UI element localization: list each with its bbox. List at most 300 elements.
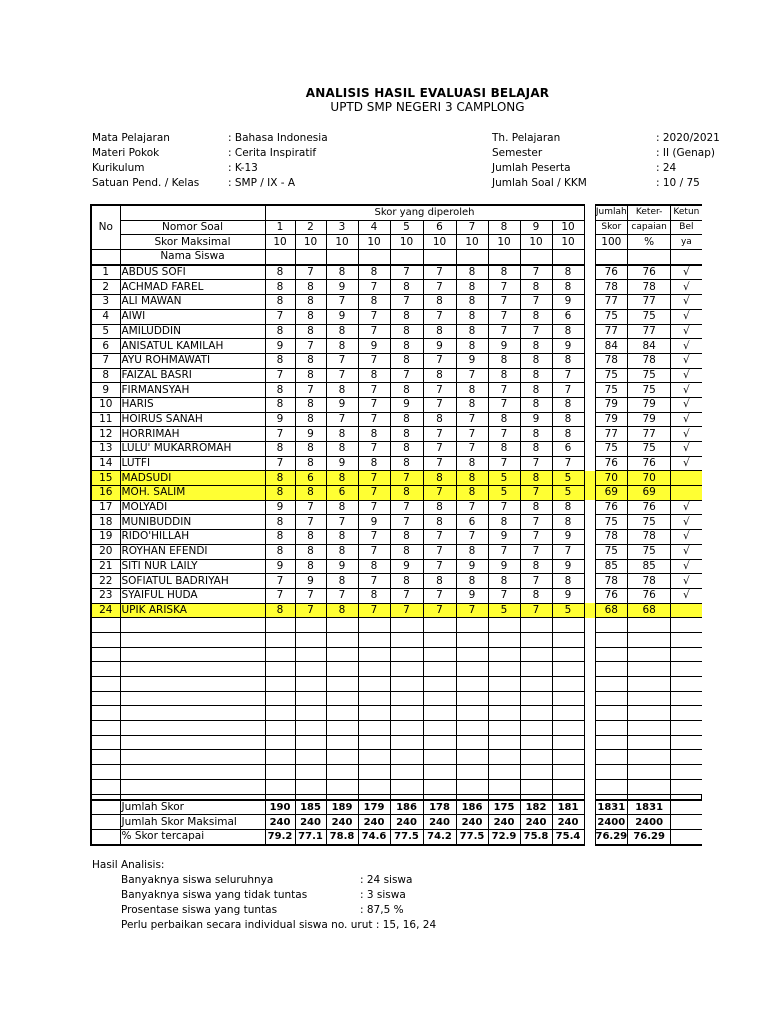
summary-value: 240 — [358, 815, 390, 830]
table-row — [91, 603, 702, 618]
summary-percent: 76.29 — [628, 829, 671, 844]
gap-cell — [584, 280, 595, 295]
student-score: 8 — [423, 412, 456, 427]
gap-cell — [584, 647, 595, 662]
soal-number: 5 — [390, 220, 423, 235]
student-score: 8 — [456, 339, 488, 354]
student-percent: 69 — [628, 486, 671, 501]
table-row — [91, 559, 702, 574]
empty-cell — [628, 706, 671, 721]
student-score: 7 — [423, 427, 456, 442]
student-score: 8 — [265, 544, 295, 559]
student-score: 8 — [265, 265, 295, 280]
student-tuntas — [671, 603, 702, 618]
student-score: 6 — [456, 515, 488, 530]
student-score: 7 — [520, 295, 552, 310]
student-score: 9 — [358, 339, 390, 354]
student-total: 75 — [595, 544, 628, 559]
empty-cell — [595, 647, 628, 662]
empty-cell — [520, 765, 552, 780]
student-total: 84 — [595, 339, 628, 354]
summary-row — [91, 815, 702, 830]
student-score: 7 — [326, 515, 358, 530]
empty-cell — [120, 691, 265, 706]
student-score: 7 — [390, 265, 423, 280]
empty-cell — [671, 735, 702, 750]
empty-cell — [295, 706, 326, 721]
no-blank — [91, 250, 120, 265]
empty-cell — [671, 779, 702, 794]
info-value: : Bahasa Indonesia — [228, 132, 328, 144]
summary-no — [91, 815, 120, 830]
student-score: 8 — [358, 559, 390, 574]
student-score: 8 — [520, 339, 552, 354]
info-value: : II (Genap) — [656, 147, 715, 159]
empty-cell — [358, 721, 390, 736]
student-name: RIDO'HILLAH — [120, 530, 265, 545]
skor-maksimal-value: 10 — [265, 235, 295, 250]
empty-cell — [91, 779, 120, 794]
student-score: 8 — [390, 544, 423, 559]
empty-cell — [91, 750, 120, 765]
empty-cell — [265, 618, 295, 633]
student-score: 8 — [456, 574, 488, 589]
student-percent: 76 — [628, 456, 671, 471]
empty-cell — [265, 779, 295, 794]
student-score: 9 — [390, 559, 423, 574]
analysis-label: Banyaknya siswa yang tidak tuntas — [121, 889, 308, 901]
student-score: 9 — [552, 588, 584, 603]
student-total: 69 — [595, 486, 628, 501]
nomor-soal-label: Nomor Soal — [120, 220, 265, 235]
student-score: 7 — [552, 544, 584, 559]
student-score: 8 — [390, 442, 423, 457]
student-score: 5 — [488, 603, 520, 618]
student-no: 22 — [91, 574, 120, 589]
student-score: 8 — [456, 397, 488, 412]
student-score: 8 — [390, 486, 423, 501]
gap-cell — [584, 765, 595, 780]
empty-cell — [552, 706, 584, 721]
empty-cell — [552, 735, 584, 750]
student-score: 8 — [552, 397, 584, 412]
student-score: 8 — [390, 427, 423, 442]
student-tuntas: √ — [671, 588, 702, 603]
gap-cell — [584, 706, 595, 721]
student-total: 68 — [595, 603, 628, 618]
table-row — [91, 324, 702, 339]
student-percent: 77 — [628, 295, 671, 310]
student-score: 7 — [423, 530, 456, 545]
empty-cell — [595, 721, 628, 736]
empty-cell — [390, 677, 423, 692]
student-score: 8 — [326, 324, 358, 339]
info-label: Jumlah Soal / KKM — [492, 177, 587, 189]
empty-cell — [552, 765, 584, 780]
student-score: 8 — [390, 353, 423, 368]
jumlah-skor-header-2: Skor — [595, 220, 628, 235]
student-score: 8 — [423, 295, 456, 310]
student-name: LUTFI — [120, 456, 265, 471]
student-score: 8 — [326, 500, 358, 515]
student-score: 7 — [423, 603, 456, 618]
empty-cell — [628, 677, 671, 692]
student-score: 8 — [488, 353, 520, 368]
info-value: : 24 — [656, 162, 677, 174]
student-score: 7 — [520, 486, 552, 501]
student-tuntas: √ — [671, 339, 702, 354]
student-percent: 76 — [628, 500, 671, 515]
student-name: MADSUDI — [120, 471, 265, 486]
student-score: 7 — [488, 383, 520, 398]
empty-cell — [456, 677, 488, 692]
empty-cell — [423, 721, 456, 736]
summary-tuntas — [671, 829, 702, 844]
student-score: 7 — [358, 412, 390, 427]
empty-cell — [456, 765, 488, 780]
table-row — [91, 500, 702, 515]
empty-cell — [91, 691, 120, 706]
student-score: 8 — [456, 265, 488, 280]
student-no: 7 — [91, 353, 120, 368]
summary-tuntas — [671, 800, 702, 815]
student-name: HARIS — [120, 397, 265, 412]
student-score: 8 — [295, 544, 326, 559]
empty-cell — [120, 662, 265, 677]
empty-cell — [456, 662, 488, 677]
table-row — [91, 353, 702, 368]
table-row — [91, 779, 702, 794]
student-name: LULU' MUKARROMAH — [120, 442, 265, 457]
student-score: 7 — [358, 397, 390, 412]
student-score: 8 — [456, 280, 488, 295]
student-no: 18 — [91, 515, 120, 530]
student-tuntas: √ — [671, 515, 702, 530]
student-total: 78 — [595, 280, 628, 295]
summary-value: 240 — [520, 815, 552, 830]
header-blank — [120, 205, 265, 220]
student-score: 8 — [488, 515, 520, 530]
empty-cell — [552, 691, 584, 706]
empty-cell — [91, 721, 120, 736]
student-no: 6 — [91, 339, 120, 354]
summary-value: 186 — [390, 800, 423, 815]
table-row — [91, 721, 702, 736]
student-score: 8 — [265, 486, 295, 501]
student-score: 8 — [456, 486, 488, 501]
student-score: 7 — [520, 456, 552, 471]
empty-cell — [390, 721, 423, 736]
soal-number: 3 — [326, 220, 358, 235]
student-total: 78 — [595, 530, 628, 545]
student-score: 8 — [265, 295, 295, 310]
student-score: 8 — [326, 471, 358, 486]
empty-cell — [628, 618, 671, 633]
summary-value: 240 — [390, 815, 423, 830]
student-score: 7 — [295, 515, 326, 530]
student-score: 8 — [488, 412, 520, 427]
table-row — [91, 618, 702, 633]
empty-cell — [423, 632, 456, 647]
student-no: 1 — [91, 265, 120, 280]
student-score: 5 — [552, 486, 584, 501]
student-score: 9 — [552, 559, 584, 574]
table-row — [91, 574, 702, 589]
empty-cell — [671, 750, 702, 765]
summary-row — [91, 800, 702, 815]
student-tuntas — [671, 471, 702, 486]
student-no: 8 — [91, 368, 120, 383]
student-total: 76 — [595, 265, 628, 280]
student-score: 7 — [488, 544, 520, 559]
student-score: 8 — [326, 339, 358, 354]
empty-cell — [423, 677, 456, 692]
summary-value: 240 — [265, 815, 295, 830]
student-score: 8 — [326, 265, 358, 280]
student-tuntas: √ — [671, 265, 702, 280]
summary-value: 74.6 — [358, 829, 390, 844]
student-score: 9 — [456, 588, 488, 603]
empty-cell — [120, 632, 265, 647]
table-row — [91, 397, 702, 412]
ketuntasan-ya: ya — [671, 235, 702, 250]
student-score: 7 — [456, 530, 488, 545]
student-score: 9 — [552, 530, 584, 545]
header-empty — [552, 250, 584, 265]
info-right-labels — [492, 131, 587, 191]
student-score: 8 — [390, 324, 423, 339]
student-percent: 78 — [628, 574, 671, 589]
analysis-value: : 3 siswa — [360, 889, 406, 901]
student-score: 7 — [488, 588, 520, 603]
gap-cell — [584, 544, 595, 559]
student-score: 7 — [358, 309, 390, 324]
table-row — [91, 662, 702, 677]
student-name: SOFIATUL BADRIYAH — [120, 574, 265, 589]
student-score: 7 — [295, 339, 326, 354]
analysis-value: : 87,5 % — [360, 904, 404, 916]
student-score: 8 — [520, 559, 552, 574]
student-score: 9 — [326, 280, 358, 295]
student-score: 8 — [358, 295, 390, 310]
empty-cell — [326, 632, 358, 647]
empty-cell — [488, 750, 520, 765]
soal-number: 8 — [488, 220, 520, 235]
empty-cell — [358, 779, 390, 794]
table-row — [91, 750, 702, 765]
empty-cell — [295, 632, 326, 647]
header-empty — [265, 250, 295, 265]
ketercapaian-header: Keter- — [628, 205, 671, 220]
info-value: : 10 / 75 — [656, 177, 700, 189]
student-score: 8 — [358, 265, 390, 280]
info-value: : SMP / IX - A — [228, 177, 296, 189]
empty-cell — [671, 662, 702, 677]
jumlah-skor-header: Jumlah — [595, 205, 628, 220]
empty-cell — [488, 721, 520, 736]
empty-cell — [628, 750, 671, 765]
student-score: 7 — [423, 588, 456, 603]
empty-cell — [91, 662, 120, 677]
student-score: 7 — [358, 544, 390, 559]
student-score: 8 — [456, 456, 488, 471]
student-score: 9 — [295, 574, 326, 589]
student-name: HORRIMAH — [120, 427, 265, 442]
student-name: ANISATUL KAMILAH — [120, 339, 265, 354]
student-score: 8 — [326, 544, 358, 559]
student-score: 7 — [390, 588, 423, 603]
empty-cell — [423, 750, 456, 765]
student-score: 7 — [358, 574, 390, 589]
empty-cell — [326, 721, 358, 736]
student-score: 8 — [456, 295, 488, 310]
student-total: 75 — [595, 309, 628, 324]
student-score: 7 — [358, 383, 390, 398]
student-score: 7 — [456, 603, 488, 618]
student-score: 7 — [358, 324, 390, 339]
empty-cell — [552, 647, 584, 662]
student-score: 8 — [265, 280, 295, 295]
student-score: 8 — [423, 324, 456, 339]
student-no: 14 — [91, 456, 120, 471]
jumlah-skor-max: 100 — [595, 235, 628, 250]
student-total: 75 — [595, 383, 628, 398]
student-no: 9 — [91, 383, 120, 398]
student-score: 9 — [488, 559, 520, 574]
student-tuntas: √ — [671, 500, 702, 515]
summary-label: Jumlah Skor — [120, 800, 265, 815]
empty-cell — [91, 647, 120, 662]
table-row — [91, 309, 702, 324]
student-score: 7 — [265, 368, 295, 383]
student-percent: 78 — [628, 353, 671, 368]
empty-cell — [295, 750, 326, 765]
analysis-section — [92, 858, 437, 933]
gap-cell — [584, 632, 595, 647]
student-tuntas: √ — [671, 559, 702, 574]
summary-no — [91, 829, 120, 844]
student-score: 8 — [423, 500, 456, 515]
student-tuntas: √ — [671, 324, 702, 339]
student-score: 7 — [423, 456, 456, 471]
empty-cell — [628, 735, 671, 750]
student-score: 5 — [552, 603, 584, 618]
empty-cell — [326, 706, 358, 721]
student-score: 8 — [520, 471, 552, 486]
empty-cell — [456, 618, 488, 633]
gap-cell — [584, 603, 595, 618]
student-percent: 76 — [628, 588, 671, 603]
student-score: 9 — [488, 530, 520, 545]
analysis-label: Prosentase siswa yang tuntas — [121, 904, 278, 916]
empty-cell — [358, 632, 390, 647]
gap-cell — [584, 618, 595, 633]
student-score: 8 — [552, 515, 584, 530]
summary-value: 72.9 — [488, 829, 520, 844]
header-empty — [326, 250, 358, 265]
table-row — [91, 588, 702, 603]
student-tuntas: √ — [671, 309, 702, 324]
student-score: 7 — [326, 412, 358, 427]
student-total: 78 — [595, 574, 628, 589]
header-empty — [595, 250, 628, 265]
empty-cell — [390, 765, 423, 780]
student-score: 8 — [456, 471, 488, 486]
student-tuntas: √ — [671, 397, 702, 412]
student-tuntas: √ — [671, 280, 702, 295]
student-score: 8 — [488, 442, 520, 457]
student-score: 8 — [295, 559, 326, 574]
empty-cell — [91, 765, 120, 780]
header-empty — [390, 250, 423, 265]
student-score: 8 — [265, 471, 295, 486]
student-no: 11 — [91, 412, 120, 427]
student-score: 7 — [488, 309, 520, 324]
student-tuntas: √ — [671, 427, 702, 442]
empty-cell — [295, 647, 326, 662]
empty-cell — [358, 662, 390, 677]
summary-value: 77.5 — [456, 829, 488, 844]
gap-cell — [584, 530, 595, 545]
student-score: 9 — [520, 412, 552, 427]
student-total: 75 — [595, 442, 628, 457]
empty-cell — [595, 677, 628, 692]
empty-cell — [326, 618, 358, 633]
student-score: 8 — [265, 603, 295, 618]
table-row — [91, 295, 702, 310]
student-name: SYAIFUL HUDA — [120, 588, 265, 603]
empty-cell — [552, 677, 584, 692]
student-score: 9 — [456, 353, 488, 368]
student-total: 78 — [595, 353, 628, 368]
student-name: ABDUS SOFI — [120, 265, 265, 280]
gap-cell — [584, 397, 595, 412]
student-score: 8 — [552, 500, 584, 515]
student-name: MOH. SALIM — [120, 486, 265, 501]
empty-cell — [628, 721, 671, 736]
student-score: 8 — [456, 383, 488, 398]
empty-cell — [265, 662, 295, 677]
empty-cell — [120, 706, 265, 721]
student-score: 8 — [295, 530, 326, 545]
gap-cell — [584, 800, 595, 815]
empty-cell — [423, 691, 456, 706]
empty-cell — [265, 632, 295, 647]
info-label: Kurikulum — [92, 162, 145, 174]
gap-cell — [584, 265, 595, 280]
empty-cell — [488, 662, 520, 677]
empty-cell — [120, 765, 265, 780]
info-label: Materi Pokok — [92, 147, 160, 159]
empty-cell — [456, 706, 488, 721]
student-score: 7 — [390, 500, 423, 515]
empty-cell — [488, 618, 520, 633]
student-score: 7 — [326, 353, 358, 368]
student-score: 8 — [520, 397, 552, 412]
empty-cell — [390, 618, 423, 633]
empty-cell — [456, 647, 488, 662]
empty-cell — [120, 779, 265, 794]
student-percent: 75 — [628, 309, 671, 324]
empty-cell — [520, 735, 552, 750]
empty-cell — [326, 691, 358, 706]
empty-cell — [295, 691, 326, 706]
summary-value: 78.8 — [326, 829, 358, 844]
student-score: 8 — [326, 530, 358, 545]
student-score: 7 — [390, 471, 423, 486]
gap-cell — [584, 815, 595, 830]
student-score: 8 — [326, 603, 358, 618]
